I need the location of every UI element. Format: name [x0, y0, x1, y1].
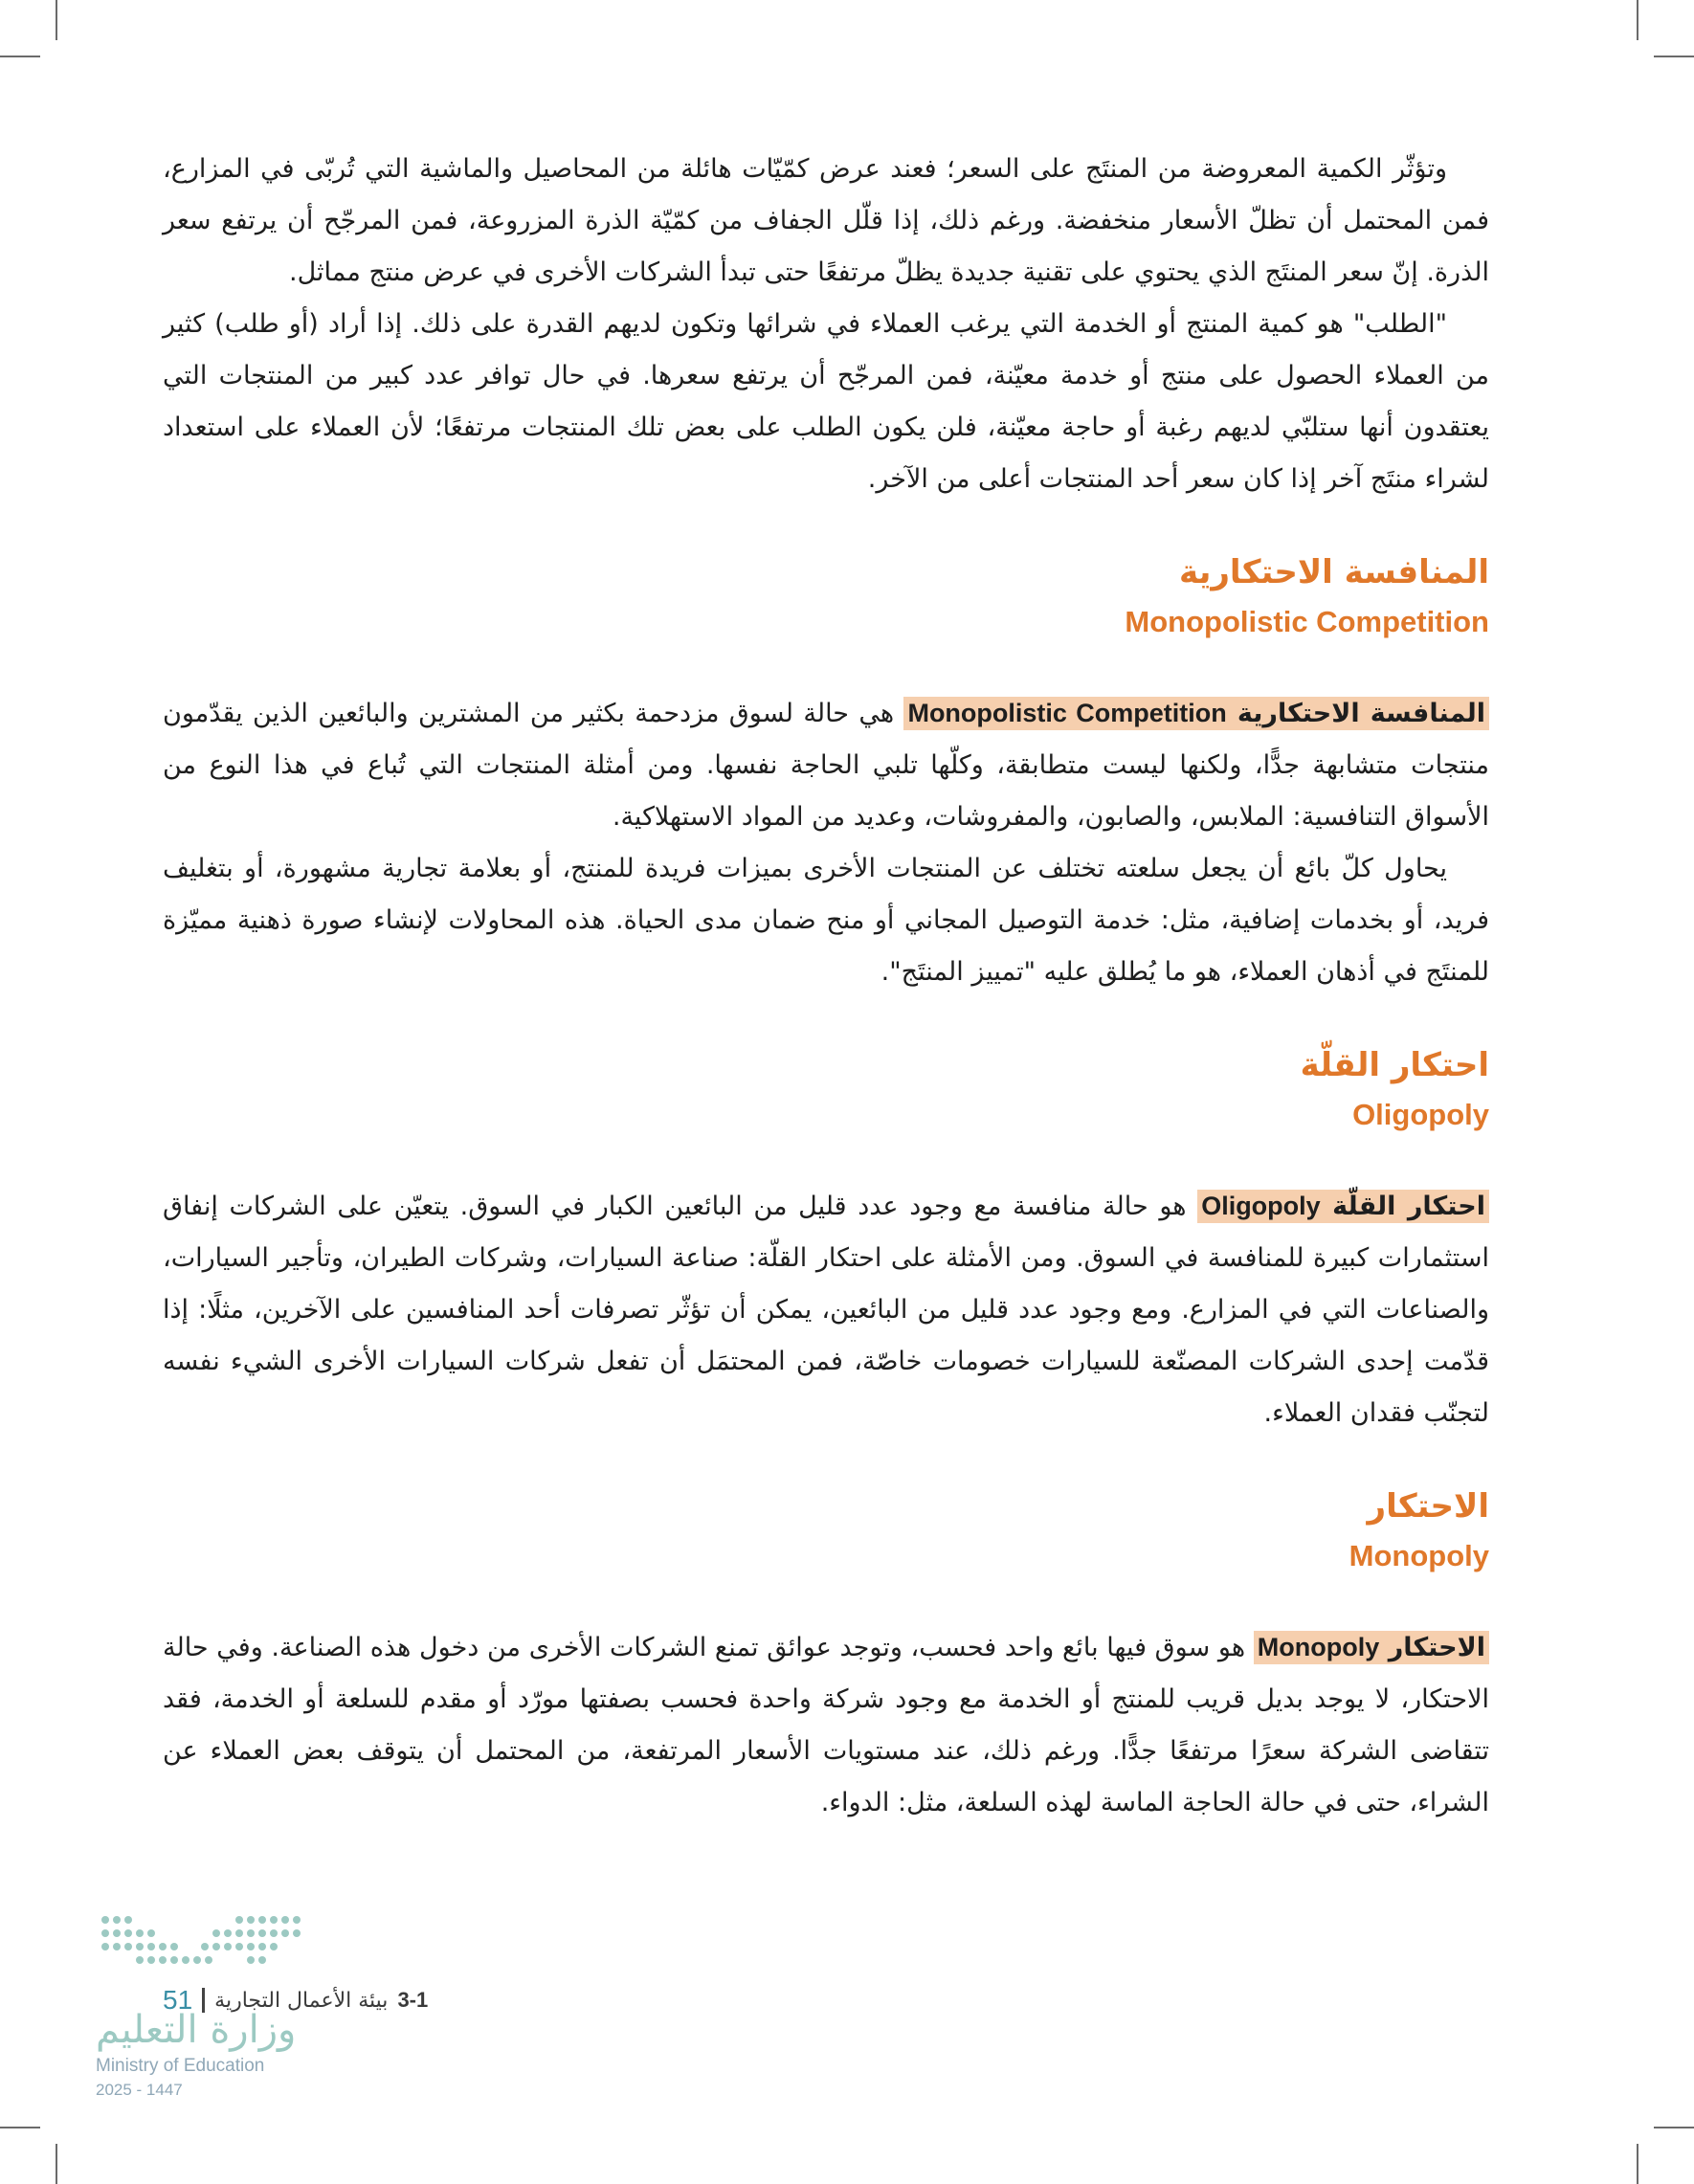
definition-text: هو سوق فيها بائع واحد فحسب، وتوجد عوائق تمنع الشركات الأخرى من دخول هذه الصناعة. وفي حالة الاحتكار، لا يوجد بديل قريب للمنتج أو الخدمة مع وجود شركة واحدة فحسب بصفتها مورّد أو مقدم للسلعة أو الخدمة، فقد تتقاضى الشركة سعرًا مرتفعًا جدًّا. ورغم ذلك، عند مستويات الأسعار المرتفعة، من المحتمل أن يتوقف بعض العملاء عن الشراء، حتى في حالة الحاجة الماسة لهذه السلعة، مثل: الدواء.: [163, 1633, 1489, 1817]
crop-mark: [1654, 2127, 1694, 2128]
term-en: Monopoly: [1257, 1633, 1380, 1661]
definition-text: هو حالة منافسة مع وجود عدد قليل من البائعين الكبار في السوق. يتعيّن على الشركات إنفاق استثمارات كبيرة للمنافسة في السوق. ومن الأمثلة على احتكار القلّة: صناعة السيارات، وشركات الطيران، وتأجير السيارات، والصناعات التي في المزارع. ومع وجود عدد قليل من البائعين، يمكن أن تؤثّر تصرفات أحد المنافسين على الآخرين، مثلًا: إذا قدّمت إحدى الشركات المصنّعة للسيارات خصومات خاصّة، فمن المحتمَل أن تفعل شركات السيارات الأخرى الشيء نفسه لتجنّب فقدان العملاء.: [163, 1192, 1489, 1428]
oligopoly-definition: [163, 1180, 1489, 1439]
monopoly-definition: [163, 1621, 1489, 1829]
definition-text: هي حالة لسوق مزدحمة بكثير من المشترين والبائعين الذين يقدّمون منتجات متشابهة جدًّا، ولكنها ليست متطابقة، وكلّها تلبي الحاجة نفسها. ومن أمثلة المنتجات التي تُباع في هذا النوع من الأسواق التنافسية: الملابس، والصابون، والمفروشات، وعديد من المواد الاستهلاكية.: [163, 699, 1489, 832]
page-footer: [96, 1912, 517, 2099]
crop-mark: [1637, 0, 1638, 40]
term-ar: الاحتكار: [1388, 1633, 1485, 1662]
crop-mark: [56, 0, 57, 40]
chapter-title: بيئة الأعمال التجارية: [214, 1988, 389, 2013]
page-number: 51: [163, 1985, 193, 2015]
term-highlight: [1254, 1631, 1489, 1664]
page-body: [163, 144, 1489, 1829]
ministry-name-ar: وزارة التعليم: [96, 2008, 297, 2052]
section-heading-monopoly-en: Monopoly: [1349, 1539, 1489, 1572]
term-en: Oligopoly: [1201, 1192, 1321, 1220]
edition-year: 2025 - 1447: [96, 2081, 183, 2099]
section-heading-monopolistic-en: Monopolistic Competition: [1125, 605, 1489, 638]
crop-mark: [0, 56, 40, 57]
intro-paragraph-supply: وتؤثّر الكمية المعروضة من المنتَج على السعر؛ فعند عرض كمّيّات هائلة من المحاصيل والماشية التي تُربّى في المزارع، فمن المحتمل أن تظلّ الأسعار منخفضة. ورغم ذلك، إذا قلّل الجفاف من كمّيّة الذرة المزروعة، فمن المرجّح أن يرتفع سعر الذرة. إنّ سعر المنتَج الذي يحتوي على تقنية جديدة يظلّ مرتفعًا حتى تبدأ الشركات الأخرى في عرض منتج مماثل.: [163, 154, 1489, 287]
term-ar: احتكار القلّة: [1332, 1192, 1485, 1221]
term-en: Monopolistic Competition: [907, 699, 1227, 727]
ministry-logo-dots: [96, 1912, 316, 1989]
crop-mark: [56, 2144, 57, 2184]
intro-paragraph-demand: "الطلب" هو كمية المنتج أو الخدمة التي يرغب العملاء في شرائها وتكون لديهم القدرة على ذلك. إذا أراد (أو طلب) كثير من العملاء الحصول على منتج أو خدمة معيّنة، فمن المرجّح أن يرتفع سعرها. في حال توافر عدد كبير من المنتجات التي يعتقدون أنها ستلبّي لديهم رغبة أو حاجة معيّنة، فلن يكون الطلب على بعض تلك المنتجات مرتفعًا؛ لأن العملاء على استعداد لشراء منتَج آخر إذا كان سعر أحد المنتجات أعلى من الآخر.: [163, 309, 1489, 494]
term-ar: المنافسة الاحتكارية: [1237, 699, 1485, 728]
monopolistic-definition: [163, 687, 1489, 843]
term-highlight: [1197, 1190, 1489, 1223]
section-heading-monopoly-ar: الاحتكار: [1367, 1487, 1489, 1526]
section-heading-oligopoly-ar: احتكار القلّة: [1300, 1046, 1489, 1084]
chapter-number: 3-1: [397, 1988, 429, 2012]
section-heading-monopolistic-ar: المنافسة الاحتكارية: [1178, 553, 1489, 591]
crop-mark: [1637, 2144, 1638, 2184]
term-highlight: [903, 697, 1489, 730]
section-heading-oligopoly-en: Oligopoly: [1352, 1098, 1489, 1131]
crop-mark: [1654, 56, 1694, 57]
monopolistic-differentiation: يحاول كلّ بائع أن يجعل سلعته تختلف عن المنتجات الأخرى بميزات فريدة للمنتج، أو بعلامة تجارية مشهورة، أو بتغليف فريد، أو بخدمات إضافية، مثل: خدمة التوصيل المجاني أو منح ضمان مدى الحياة. هذه المحاولات لإنشاء صورة ذهنية مميّزة للمنتَج في أذهان العملاء، هو ما يُطلق عليه "تمييز المنتَج".: [163, 854, 1489, 987]
ministry-name-en: Ministry of Education: [96, 2056, 265, 2076]
crop-mark: [0, 2127, 40, 2128]
